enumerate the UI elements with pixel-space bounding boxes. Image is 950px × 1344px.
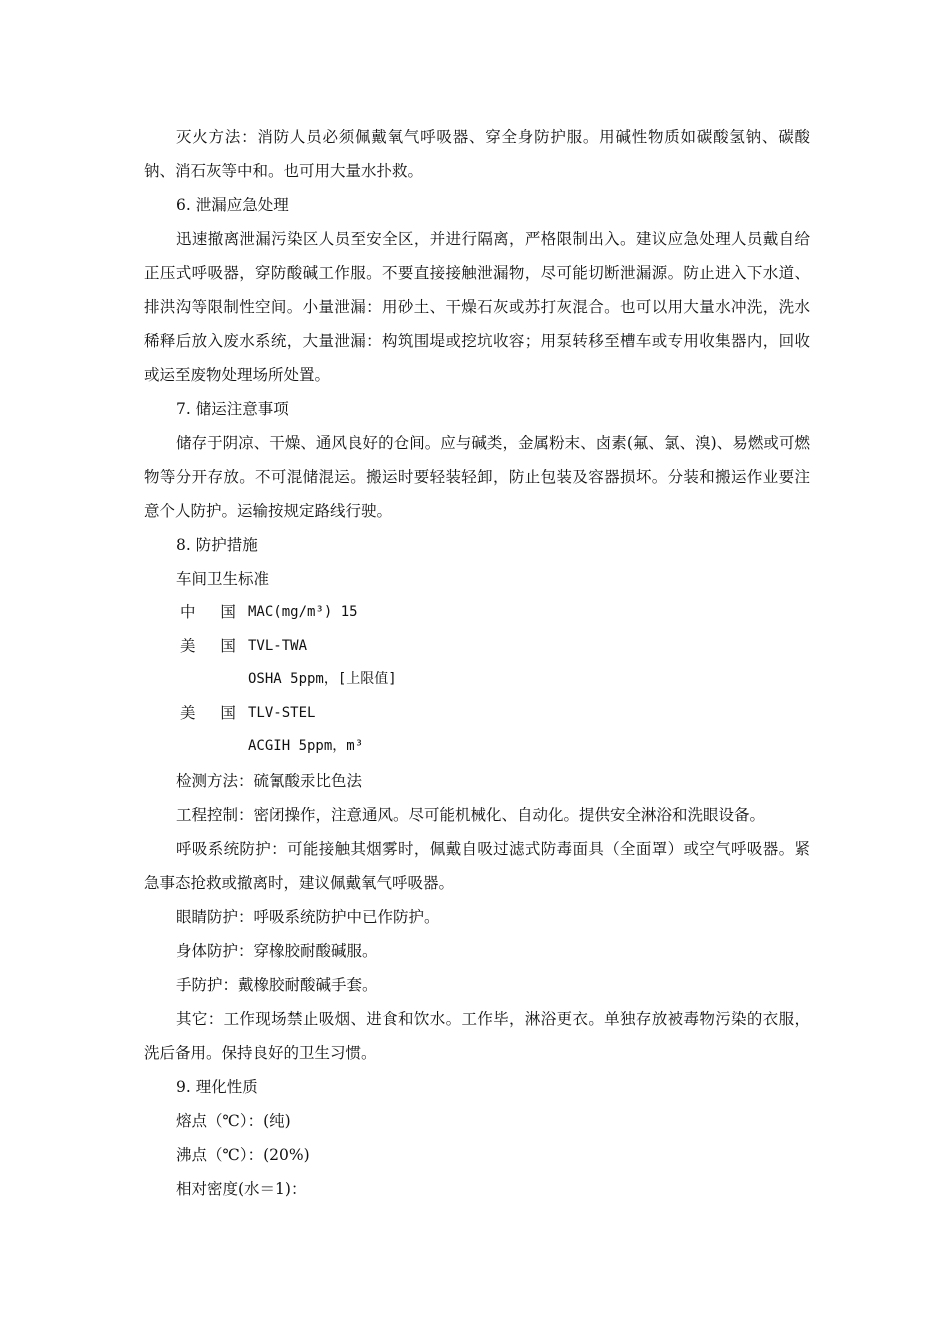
document-body	[144, 120, 810, 1206]
fire-fighting-paragraph: 灭火方法：消防人员必须佩戴氧气呼吸器、穿全身防护服。用碱性物质如碳酸氢钠、碳酸钠、消石灰等中和。也可用大量水扑救。	[144, 128, 810, 180]
standard-row-usa-twa-detail	[144, 663, 810, 697]
standard-row-usa-twa	[144, 630, 810, 664]
standard-country: 美 国	[180, 636, 246, 655]
standard-country: 美 国	[180, 703, 246, 722]
standard-value: TLV-STEL	[248, 704, 316, 721]
boiling-point: 沸点（℃）：(20%)	[176, 1145, 310, 1164]
section-9-heading: 9. 理化性质	[176, 1077, 258, 1096]
workplace-standard-title: 车间卫生标准	[176, 570, 270, 588]
engineering-control: 工程控制：密闭操作，注意通风。尽可能机械化、自动化。提供安全淋浴和洗眼设备。	[176, 805, 766, 824]
standard-row-usa-stel-detail	[144, 730, 810, 764]
detection-method: 检测方法：硫氰酸汞比色法	[176, 771, 363, 790]
standard-row-china	[144, 596, 810, 630]
body-protection: 身体防护：穿橡胶耐酸碱服。	[176, 941, 378, 960]
melting-point: 熔点（℃）：(纯)	[176, 1111, 291, 1130]
storage-paragraph: 储存于阴凉、干燥、通风良好的仓间。应与碱类，金属粉末、卤素(氟、氯、溴)、易燃或可燃物等分开存放。不可混储混运。搬运时要轻装轻卸，防止包装及容器损坏。分装和搬运作业要注意个人防护。运输按规定路线行驶。	[144, 434, 810, 520]
standard-country: 中 国	[180, 603, 246, 621]
standard-row-usa-stel	[144, 697, 810, 731]
relative-density: 相对密度(水＝1)：	[176, 1179, 307, 1198]
standard-value: MAC(mg/m³) 15	[248, 604, 358, 620]
hand-protection: 手防护：戴橡胶耐酸碱手套。	[176, 975, 378, 994]
standard-detail: ACGIH 5ppm，m³	[248, 738, 364, 755]
standard-value: TVL-TWA	[248, 637, 308, 654]
leak-handling-paragraph: 迅速撤离泄漏污染区人员至安全区，并进行隔离，严格限制出入。建议应急处理人员戴自给正压式呼吸器，穿防酸碱工作服。不要直接接触泄漏物，尽可能切断泄漏源。防止进入下水道、排洪沟等限制性空间。小量泄漏：用砂土、干燥石灰或苏打灰混合。也可以用大量水冲洗，洗水稀释后放入废水系统，大量泄漏：构筑围堤或挖坑收容；用泵转移至槽车或专用收集器内，回收或运至废物处理场所处置。	[144, 230, 810, 384]
section-6-heading: 6. 泄漏应急处理	[176, 196, 289, 214]
section-7-heading: 7. 储运注意事项	[176, 400, 289, 418]
section-8-heading: 8. 防护措施	[176, 536, 258, 554]
standard-detail: OSHA 5ppm，[上限值]	[248, 671, 397, 688]
other-protection: 其它：工作现场禁止吸烟、进食和饮水。工作毕，淋浴更衣。单独存放被毒物污染的衣服，洗后备用。保持良好的卫生习惯。	[144, 1009, 810, 1062]
respiratory-protection: 呼吸系统防护：可能接触其烟雾时，佩戴自吸过滤式防毒面具（全面罩）或空气呼吸器。紧急事态抢救或撤离时，建议佩戴氧气呼吸器。	[144, 839, 810, 892]
eye-protection: 眼睛防护：呼吸系统防护中已作防护。	[176, 907, 440, 926]
